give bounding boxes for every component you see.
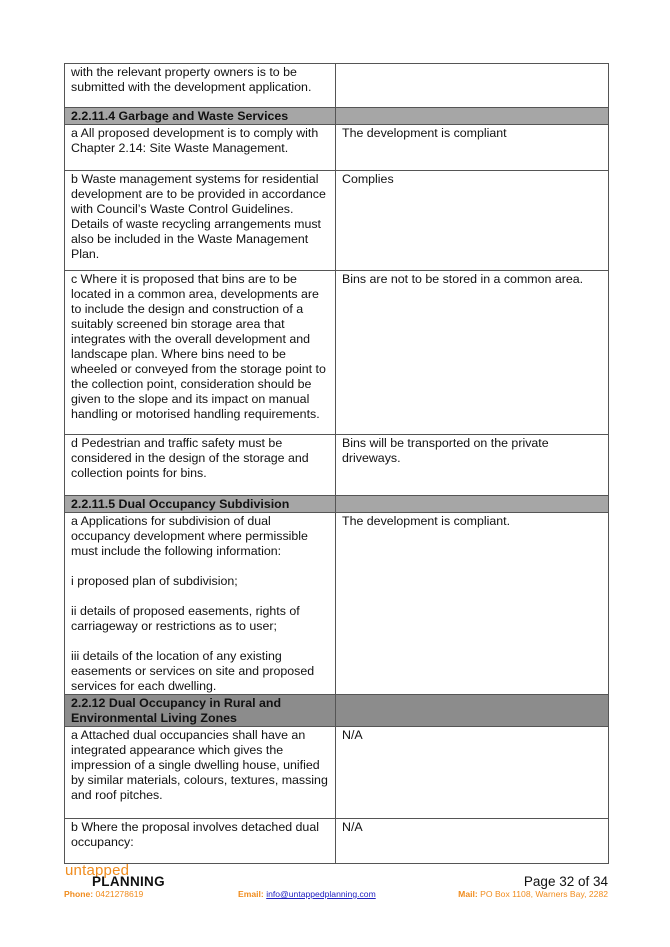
mail-label: Mail: <box>458 889 478 899</box>
requirement-cell: with the relevant property owners is to be submitted with the development application. <box>65 64 336 108</box>
requirement-cell: a Attached dual occupancies shall have an integrated appearance which gives the impression of a single dwelling house, unified by similar materials, colours, textures, massing and roof pitches. <box>65 727 336 819</box>
requirement-cell: d Pedestrian and traffic safety must be considered in the design of the storage and collection points for bins. <box>65 435 336 496</box>
footer-email <box>238 889 376 899</box>
response-cell <box>336 108 609 125</box>
section-header-row <box>65 108 609 125</box>
footer-mail <box>458 889 608 899</box>
logo-planning-text: PLANNING <box>92 874 165 889</box>
response-cell: The development is compliant. <box>336 513 609 695</box>
requirement-cell: a All proposed development is to comply with Chapter 2.14: Site Waste Management. <box>65 125 336 171</box>
page-footer <box>64 862 608 907</box>
section-title-cell: 2.2.11.5 Dual Occupancy Subdivision <box>65 496 336 513</box>
table-row <box>65 64 609 108</box>
response-cell: Bins are not to be stored in a common area. <box>336 271 609 435</box>
mail-address: PO Box 1108, Warners Bay, 2282 <box>480 889 608 899</box>
requirement-cell: a Applications for subdivision of dual occupancy development where permissible must include the following information: i proposed plan of subdivision; ii details of proposed easements, rights of carriageway or restrictions as to user; iii details of the location of any existing easements or services on site and proposed services for each dwelling. <box>65 513 336 695</box>
logo-untapped-text: untapped <box>65 862 130 879</box>
requirement-cell: c Where it is proposed that bins are to be located in a common area, developments are to include the design and construction of a suitably screened bin storage area that integrates with the overall development and landscape plan. Where bins need to be wheeled or conveyed from the storage point to the collection point, consideration should be given to the slope and its impact on manual handling or motorised handling requirements. <box>65 271 336 435</box>
response-cell: N/A <box>336 819 609 864</box>
response-cell: Bins will be transported on the private driveways. <box>336 435 609 496</box>
response-cell <box>336 64 609 108</box>
section-title-cell: 2.2.11.4 Garbage and Waste Services <box>65 108 336 125</box>
compliance-table <box>64 63 609 864</box>
table-row <box>65 819 609 864</box>
email-link[interactable]: info@untappedplanning.com <box>266 889 376 899</box>
section-header-row <box>65 496 609 513</box>
section-header-row <box>65 695 609 727</box>
table-row <box>65 271 609 435</box>
requirement-cell: b Waste management systems for residential development are to be provided in accordance with Council’s Waste Control Guidelines. Details of waste recycling arrangements must also be included in the Waste Management Plan. <box>65 171 336 271</box>
table-row <box>65 435 609 496</box>
response-cell: The development is compliant <box>336 125 609 171</box>
response-cell <box>336 496 609 513</box>
response-cell: Complies <box>336 171 609 271</box>
email-label: Email: <box>238 889 264 899</box>
table-row <box>65 727 609 819</box>
table-row <box>65 125 609 171</box>
phone-label: Phone: <box>64 889 94 899</box>
response-cell: N/A <box>336 727 609 819</box>
untapped-planning-logo <box>64 862 194 890</box>
compliance-table-body <box>65 64 609 864</box>
table-row <box>65 513 609 695</box>
table-row <box>65 171 609 271</box>
requirement-cell: b Where the proposal involves detached dual occupancy: <box>65 819 336 864</box>
section-title-cell: 2.2.12 Dual Occupancy in Rural and Environmental Living Zones <box>65 695 336 727</box>
page-number: Page 32 of 34 <box>523 874 608 889</box>
footer-phone <box>64 889 143 899</box>
response-cell <box>336 695 609 727</box>
phone-number: 0421278619 <box>95 889 144 899</box>
